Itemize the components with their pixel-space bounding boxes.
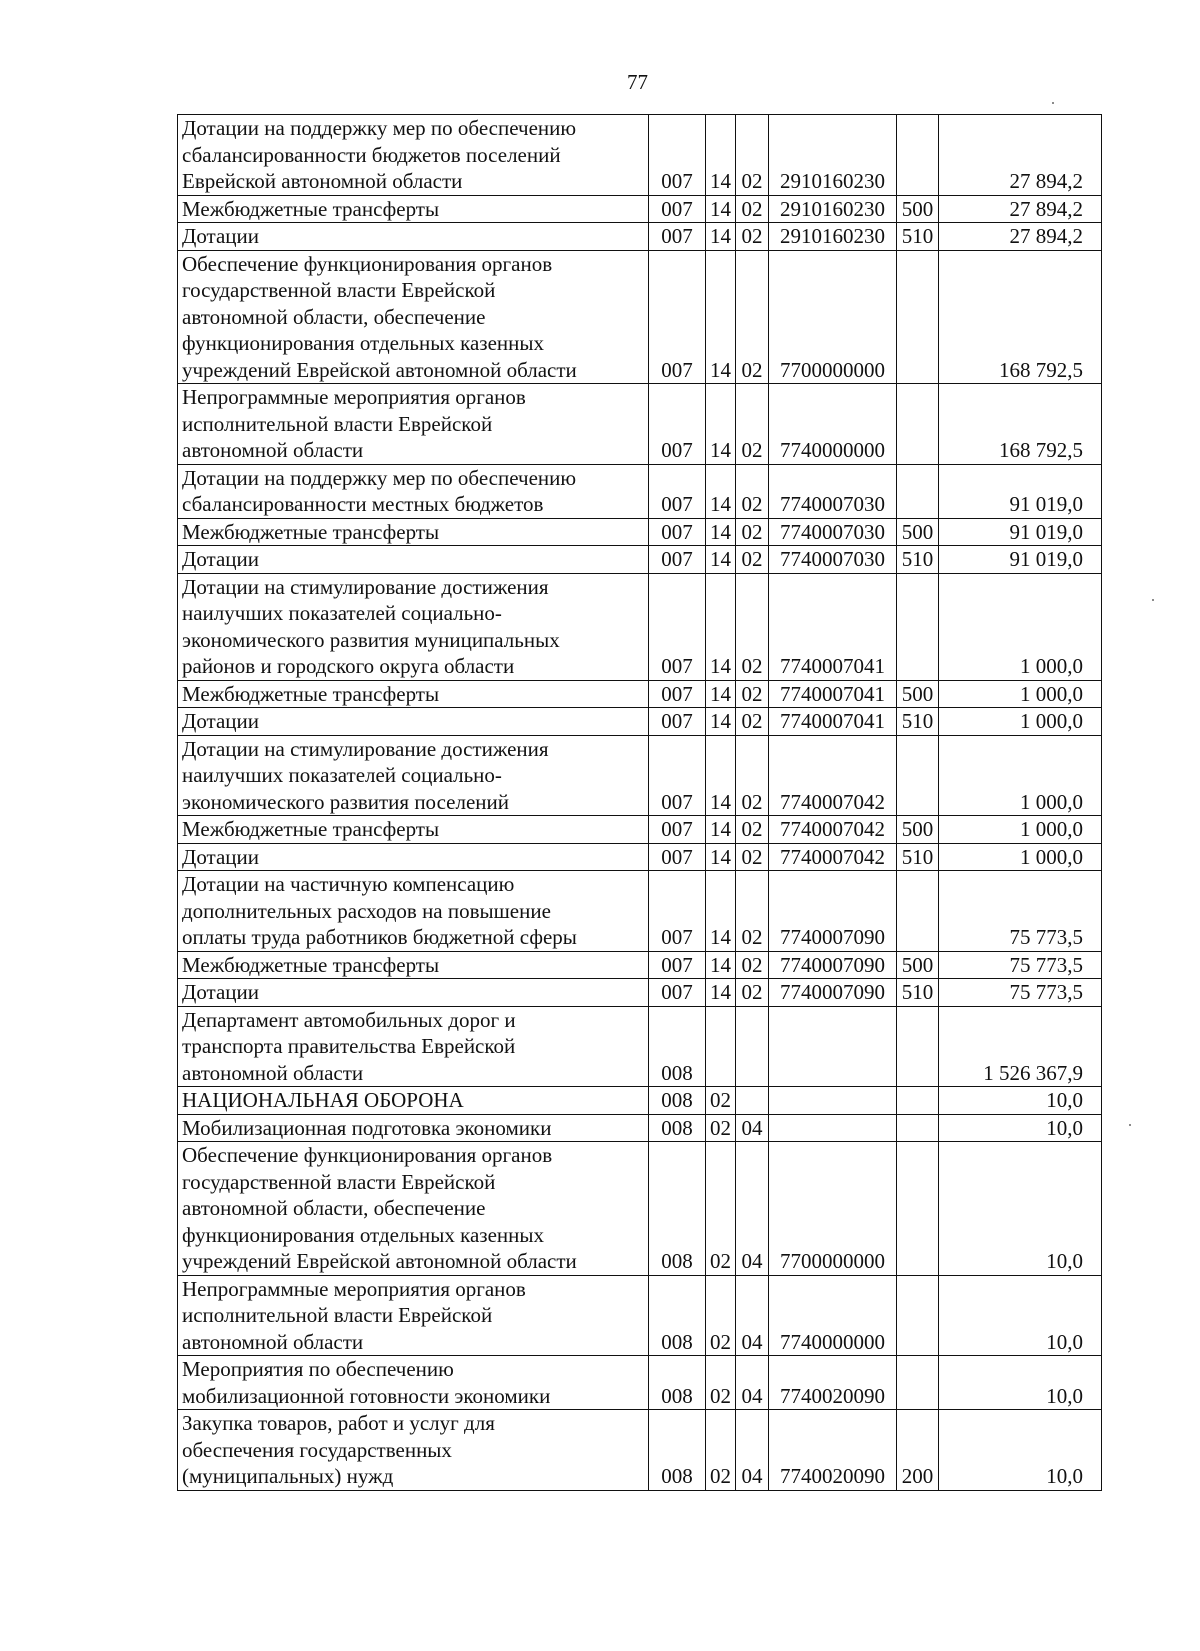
table-row <box>178 1087 1102 1115</box>
target-article-cell: 7740007042 <box>769 816 897 844</box>
expense-type-cell <box>897 1006 939 1087</box>
item-name-line: Межбюджетные трансферты <box>182 952 440 977</box>
item-name-line: экономического развития поселений <box>182 789 509 814</box>
item-name-line: мобилизационной готовности экономики <box>182 1383 551 1408</box>
expense-type-cell <box>897 1087 939 1115</box>
amount-cell: 168 792,5 <box>939 250 1102 384</box>
target-article-cell: 7740020090 <box>769 1356 897 1410</box>
item-name-cell <box>178 979 649 1007</box>
amount-cell: 27 894,2 <box>939 195 1102 223</box>
glav-code-cell: 008 <box>649 1356 706 1410</box>
item-name-line: Дотации на стимулирование достижения <box>182 574 549 599</box>
scan-speck <box>1052 102 1054 104</box>
subsection-code-cell: 02 <box>736 546 769 574</box>
item-name-line: Дотации <box>182 224 260 248</box>
amount-cell: 27 894,2 <box>939 223 1102 251</box>
glav-code-cell: 007 <box>649 871 706 952</box>
expense-type-cell <box>897 464 939 518</box>
section-code-cell: 14 <box>706 384 736 465</box>
target-article-cell: 2910160230 <box>769 115 897 196</box>
subsection-code-cell: 02 <box>736 680 769 708</box>
item-name-cell <box>178 384 649 465</box>
subsection-code-cell: 02 <box>736 250 769 384</box>
target-article-cell: 7740007042 <box>769 735 897 816</box>
expense-type-cell <box>897 1114 939 1142</box>
target-article-cell: 7700000000 <box>769 250 897 384</box>
subsection-code-cell: 02 <box>736 195 769 223</box>
item-name-line: (муниципальных) нужд <box>182 1464 394 1488</box>
item-name-cell <box>178 1410 649 1491</box>
item-name-cell <box>178 518 649 546</box>
item-name-cell <box>178 1275 649 1356</box>
item-name-line: Дотации на частичную компенсацию <box>182 872 515 896</box>
item-name-line: сбалансированности местных бюджетов <box>182 492 544 516</box>
subsection-code-cell: 04 <box>736 1275 769 1356</box>
amount-cell: 10,0 <box>939 1087 1102 1115</box>
amount-cell: 91 019,0 <box>939 464 1102 518</box>
target-article-cell <box>769 1087 897 1115</box>
expense-type-cell <box>897 115 939 196</box>
expense-type-cell: 510 <box>897 708 939 736</box>
table-body <box>178 115 1102 1491</box>
item-name-cell <box>178 464 649 518</box>
table-row <box>178 816 1102 844</box>
section-code-cell <box>706 1006 736 1087</box>
item-name-line: исполнительной власти Еврейской <box>182 1303 493 1327</box>
glav-code-cell: 007 <box>649 546 706 574</box>
expense-type-cell: 500 <box>897 816 939 844</box>
subsection-code-cell: 02 <box>736 951 769 979</box>
target-article-cell: 7740007042 <box>769 843 897 871</box>
table-row <box>178 250 1102 384</box>
amount-cell: 1 000,0 <box>939 816 1102 844</box>
item-name-cell <box>178 250 649 384</box>
expense-type-cell: 500 <box>897 195 939 223</box>
section-code-cell: 02 <box>706 1142 736 1276</box>
subsection-code-cell <box>736 1087 769 1115</box>
amount-cell: 10,0 <box>939 1356 1102 1410</box>
scan-speck <box>1152 599 1154 601</box>
glav-code-cell: 007 <box>649 979 706 1007</box>
table-row <box>178 951 1102 979</box>
target-article-cell: 7740007090 <box>769 979 897 1007</box>
item-name-line: автономной области, обеспечение <box>182 1196 486 1220</box>
glav-code-cell: 007 <box>649 518 706 546</box>
table-row <box>178 223 1102 251</box>
table-row <box>178 735 1102 816</box>
section-code-cell: 14 <box>706 951 736 979</box>
item-name-cell <box>178 708 649 736</box>
item-name-line: сбалансированности бюджетов поселений <box>182 142 561 167</box>
item-name-line: автономной области <box>182 438 364 462</box>
glav-code-cell: 007 <box>649 573 706 680</box>
item-name-line: Еврейской автономной области <box>182 169 463 193</box>
amount-cell: 75 773,5 <box>939 871 1102 952</box>
expense-type-cell <box>897 1275 939 1356</box>
budget-table <box>177 114 1102 1491</box>
item-name-cell <box>178 735 649 816</box>
item-name-line: автономной области <box>182 1060 364 1085</box>
item-name-line: Межбюджетные трансферты <box>182 817 440 841</box>
item-name-line: районов и городского округа области <box>182 654 515 678</box>
section-code-cell: 14 <box>706 708 736 736</box>
item-name-line: Обеспечение функционирования органов <box>182 1143 553 1167</box>
section-code-cell: 14 <box>706 573 736 680</box>
subsection-code-cell: 04 <box>736 1142 769 1276</box>
amount-cell: 75 773,5 <box>939 951 1102 979</box>
item-name-line: Обеспечение функционирования органов <box>182 251 553 276</box>
page-number: 77 <box>627 70 648 94</box>
subsection-code-cell: 02 <box>736 223 769 251</box>
table-row <box>178 1006 1102 1087</box>
table-row <box>178 843 1102 871</box>
item-name-line: автономной области, обеспечение <box>182 304 486 329</box>
target-article-cell <box>769 1114 897 1142</box>
table-row <box>178 1356 1102 1410</box>
target-article-cell: 7740007041 <box>769 708 897 736</box>
item-name-line: оплаты труда работников бюджетной сферы <box>182 925 577 949</box>
item-name-line: исполнительной власти Еврейской <box>182 411 493 436</box>
glav-code-cell: 008 <box>649 1275 706 1356</box>
amount-cell: 1 000,0 <box>939 735 1102 816</box>
amount-cell: 1 000,0 <box>939 843 1102 871</box>
item-name-cell <box>178 843 649 871</box>
item-name-line: экономического развития муниципальных <box>182 627 560 652</box>
section-code-cell: 14 <box>706 979 736 1007</box>
expense-type-cell <box>897 1142 939 1276</box>
item-name-cell <box>178 573 649 680</box>
item-name-line: Непрограммные мероприятия органов <box>182 385 526 409</box>
item-name-line: обеспечения государственных <box>182 1437 452 1462</box>
table-row <box>178 680 1102 708</box>
expense-type-cell: 500 <box>897 680 939 708</box>
expense-type-cell <box>897 871 939 952</box>
item-name-line: Дотации на стимулирование достижения <box>182 736 549 761</box>
table-row <box>178 573 1102 680</box>
amount-cell: 1 526 367,9 <box>939 1006 1102 1087</box>
target-article-cell: 7740000000 <box>769 384 897 465</box>
glav-code-cell: 007 <box>649 115 706 196</box>
table-row <box>178 1410 1102 1491</box>
item-name-cell <box>178 195 649 223</box>
expense-type-cell: 510 <box>897 546 939 574</box>
expense-type-cell: 500 <box>897 951 939 979</box>
table-row <box>178 979 1102 1007</box>
item-name-line: Дотации на поддержку мер по обеспечению <box>182 465 577 490</box>
table-row <box>178 195 1102 223</box>
item-name-cell <box>178 1006 649 1087</box>
item-name-line: Дотации <box>182 709 260 733</box>
glav-code-cell: 007 <box>649 195 706 223</box>
section-code-cell: 14 <box>706 195 736 223</box>
item-name-line: наилучших показателей социально- <box>182 601 502 625</box>
item-name-cell <box>178 1114 649 1142</box>
expense-type-cell <box>897 250 939 384</box>
item-name-line: Мероприятия по обеспечению <box>182 1357 454 1381</box>
table-row <box>178 115 1102 196</box>
item-name-line: автономной области <box>182 1329 364 1354</box>
section-code-cell: 14 <box>706 518 736 546</box>
item-name-cell <box>178 1087 649 1115</box>
item-name-line: Дотации на поддержку мер по обеспечению <box>182 116 577 140</box>
item-name-line: дополнительных расходов на повышение <box>182 898 551 923</box>
glav-code-cell: 007 <box>649 816 706 844</box>
amount-cell: 1 000,0 <box>939 708 1102 736</box>
expense-type-cell <box>897 573 939 680</box>
item-name-cell <box>178 816 649 844</box>
subsection-code-cell: 04 <box>736 1410 769 1491</box>
expense-type-cell: 510 <box>897 223 939 251</box>
target-article-cell: 7740007041 <box>769 573 897 680</box>
section-code-cell: 14 <box>706 871 736 952</box>
item-name-line: Непрограммные мероприятия органов <box>182 1276 526 1301</box>
item-name-cell <box>178 871 649 952</box>
item-name-line: государственной власти Еврейской <box>182 278 496 302</box>
target-article-cell: 7740000000 <box>769 1275 897 1356</box>
glav-code-cell: 007 <box>649 384 706 465</box>
item-name-line: НАЦИОНАЛЬНАЯ ОБОРОНА <box>182 1088 464 1112</box>
item-name-line: учреждений Еврейской автономной области <box>182 1249 577 1273</box>
section-code-cell: 14 <box>706 250 736 384</box>
amount-cell: 27 894,2 <box>939 115 1102 196</box>
subsection-code-cell: 04 <box>736 1356 769 1410</box>
subsection-code-cell <box>736 1006 769 1087</box>
item-name-line: государственной власти Еврейской <box>182 1169 496 1194</box>
subsection-code-cell: 02 <box>736 816 769 844</box>
glav-code-cell: 008 <box>649 1006 706 1087</box>
item-name-line: Дотации <box>182 547 260 571</box>
expense-type-cell <box>897 735 939 816</box>
amount-cell: 91 019,0 <box>939 546 1102 574</box>
table-row <box>178 871 1102 952</box>
expense-type-cell <box>897 384 939 465</box>
amount-cell: 10,0 <box>939 1142 1102 1276</box>
amount-cell: 168 792,5 <box>939 384 1102 465</box>
glav-code-cell: 008 <box>649 1087 706 1115</box>
item-name-cell <box>178 115 649 196</box>
expense-type-cell: 510 <box>897 843 939 871</box>
subsection-code-cell: 02 <box>736 708 769 736</box>
amount-cell: 1 000,0 <box>939 680 1102 708</box>
section-code-cell: 14 <box>706 816 736 844</box>
section-code-cell: 14 <box>706 843 736 871</box>
item-name-line: транспорта правительства Еврейской <box>182 1034 516 1058</box>
item-name-line: Дотации <box>182 844 260 869</box>
subsection-code-cell: 02 <box>736 464 769 518</box>
item-name-line: Межбюджетные трансферты <box>182 196 440 221</box>
item-name-line: функционирования отдельных казенных <box>182 1222 545 1247</box>
section-code-cell: 14 <box>706 223 736 251</box>
item-name-cell <box>178 680 649 708</box>
amount-cell: 10,0 <box>939 1114 1102 1142</box>
item-name-line: Закупка товаров, работ и услуг для <box>182 1411 495 1435</box>
item-name-cell <box>178 223 649 251</box>
expense-type-cell <box>897 1356 939 1410</box>
table-row <box>178 518 1102 546</box>
section-code-cell: 02 <box>706 1356 736 1410</box>
target-article-cell: 2910160230 <box>769 223 897 251</box>
glav-code-cell: 007 <box>649 843 706 871</box>
item-name-cell <box>178 546 649 574</box>
section-code-cell: 14 <box>706 680 736 708</box>
target-article-cell <box>769 1006 897 1087</box>
item-name-line: функционирования отдельных казенных <box>182 331 545 355</box>
glav-code-cell: 008 <box>649 1410 706 1491</box>
section-code-cell: 14 <box>706 115 736 196</box>
target-article-cell: 7740020090 <box>769 1410 897 1491</box>
expense-type-cell: 510 <box>897 979 939 1007</box>
glav-code-cell: 007 <box>649 250 706 384</box>
subsection-code-cell: 02 <box>736 518 769 546</box>
table-row <box>178 1114 1102 1142</box>
table-row <box>178 1142 1102 1276</box>
glav-code-cell: 007 <box>649 464 706 518</box>
item-name-line: Межбюджетные трансферты <box>182 681 440 706</box>
section-code-cell: 14 <box>706 735 736 816</box>
glav-code-cell: 007 <box>649 951 706 979</box>
item-name-line: Межбюджетные трансферты <box>182 519 440 544</box>
item-name-cell <box>178 951 649 979</box>
section-code-cell: 02 <box>706 1114 736 1142</box>
item-name-line: Департамент автомобильных дорог и <box>182 1007 516 1032</box>
subsection-code-cell: 02 <box>736 871 769 952</box>
glav-code-cell: 008 <box>649 1114 706 1142</box>
glav-code-cell: 007 <box>649 735 706 816</box>
amount-cell: 91 019,0 <box>939 518 1102 546</box>
subsection-code-cell: 02 <box>736 735 769 816</box>
subsection-code-cell: 02 <box>736 384 769 465</box>
glav-code-cell: 007 <box>649 708 706 736</box>
target-article-cell: 2910160230 <box>769 195 897 223</box>
item-name-line: Дотации <box>182 980 260 1004</box>
subsection-code-cell: 02 <box>736 573 769 680</box>
target-article-cell: 7740007030 <box>769 464 897 518</box>
table-row <box>178 546 1102 574</box>
scan-speck <box>1129 1124 1131 1126</box>
amount-cell: 1 000,0 <box>939 573 1102 680</box>
table-row <box>178 708 1102 736</box>
glav-code-cell: 008 <box>649 1142 706 1276</box>
item-name-line: учреждений Еврейской автономной области <box>182 357 577 382</box>
item-name-cell <box>178 1142 649 1276</box>
item-name-cell <box>178 1356 649 1410</box>
table-row <box>178 1275 1102 1356</box>
expense-type-cell: 200 <box>897 1410 939 1491</box>
table-row <box>178 464 1102 518</box>
subsection-code-cell: 02 <box>736 115 769 196</box>
subsection-code-cell: 02 <box>736 843 769 871</box>
amount-cell: 10,0 <box>939 1410 1102 1491</box>
item-name-line: наилучших показателей социально- <box>182 763 502 787</box>
target-article-cell: 7740007090 <box>769 951 897 979</box>
table-row <box>178 384 1102 465</box>
subsection-code-cell: 02 <box>736 979 769 1007</box>
target-article-cell: 7740007041 <box>769 680 897 708</box>
target-article-cell: 7700000000 <box>769 1142 897 1276</box>
expense-type-cell: 500 <box>897 518 939 546</box>
section-code-cell: 02 <box>706 1410 736 1491</box>
section-code-cell: 02 <box>706 1087 736 1115</box>
glav-code-cell: 007 <box>649 680 706 708</box>
section-code-cell: 02 <box>706 1275 736 1356</box>
target-article-cell: 7740007090 <box>769 871 897 952</box>
target-article-cell: 7740007030 <box>769 518 897 546</box>
glav-code-cell: 007 <box>649 223 706 251</box>
section-code-cell: 14 <box>706 546 736 574</box>
target-article-cell: 7740007030 <box>769 546 897 574</box>
item-name-line: Мобилизационная подготовка экономики <box>182 1115 552 1140</box>
amount-cell: 75 773,5 <box>939 979 1102 1007</box>
section-code-cell: 14 <box>706 464 736 518</box>
subsection-code-cell: 04 <box>736 1114 769 1142</box>
amount-cell: 10,0 <box>939 1275 1102 1356</box>
